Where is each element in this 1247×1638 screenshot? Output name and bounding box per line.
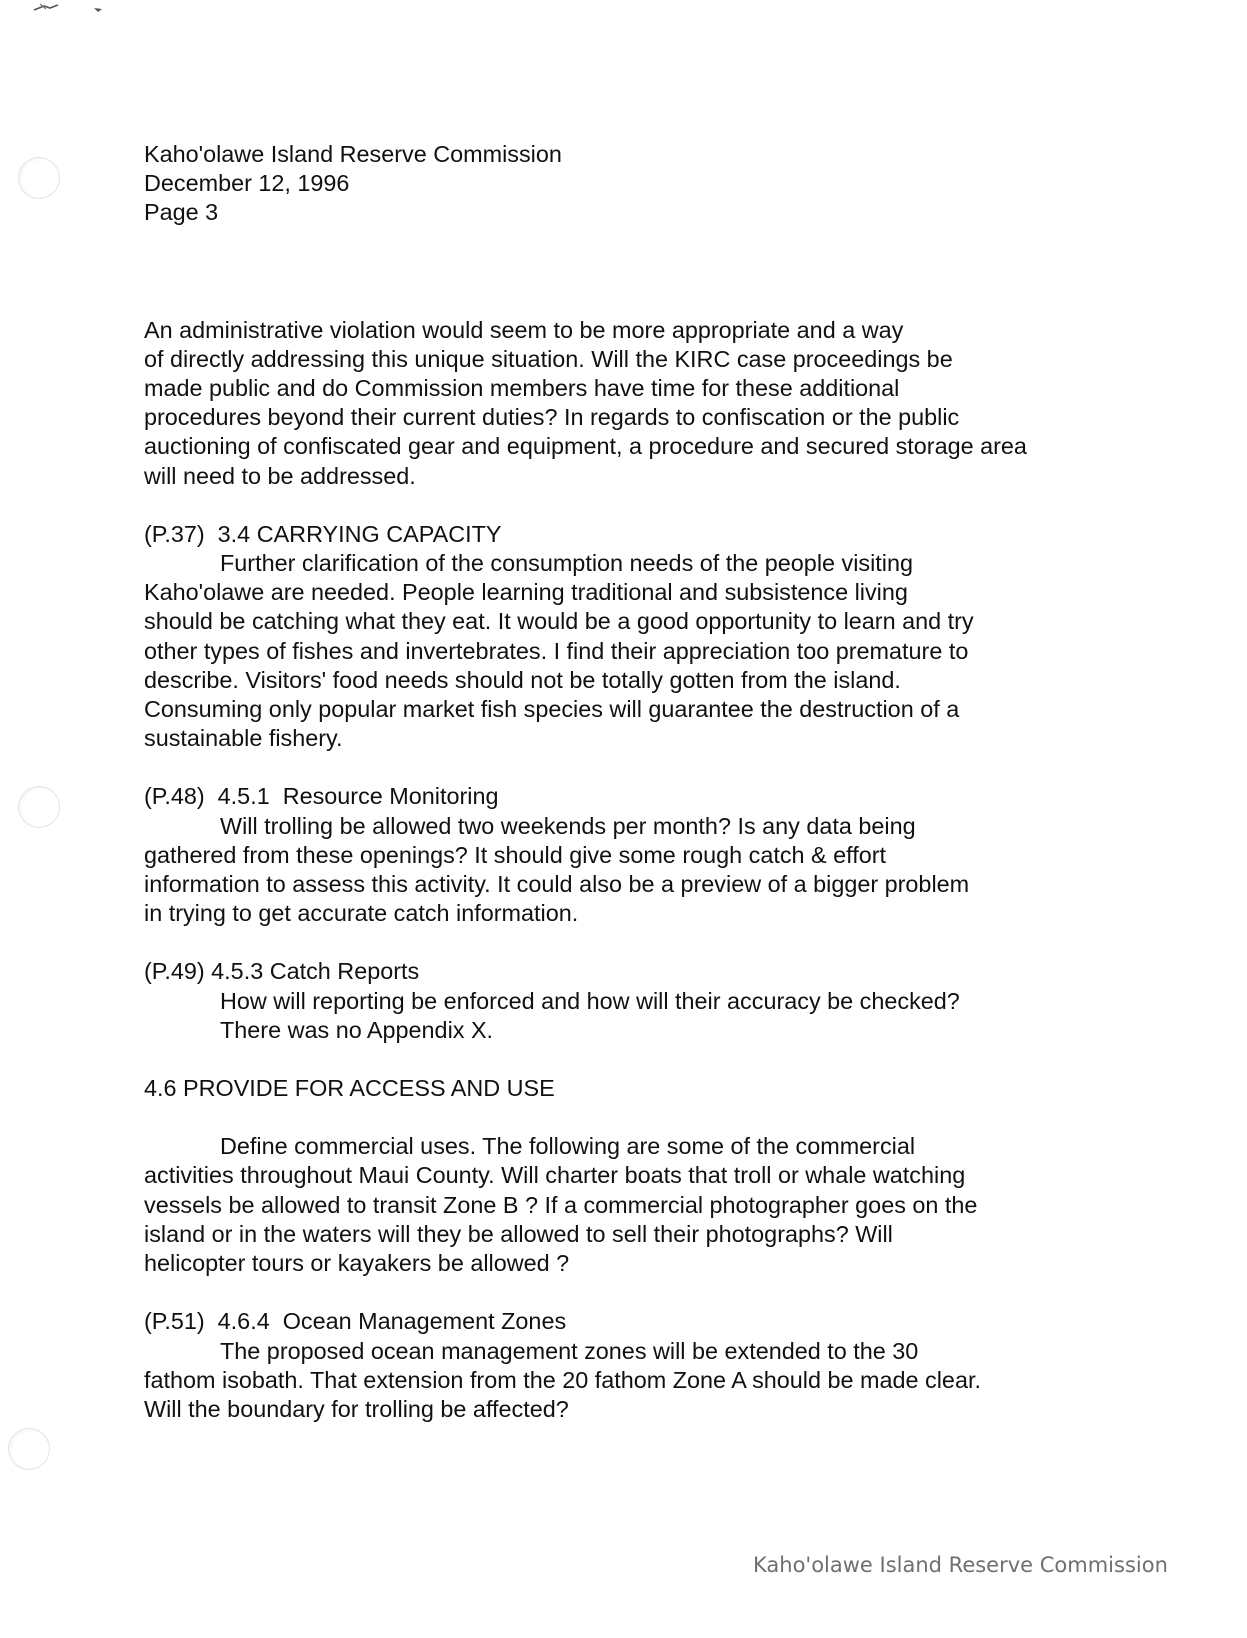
header-organization: Kaho'olawe Island Reserve Commission xyxy=(144,141,562,167)
header-page-number: Page 3 xyxy=(144,199,219,226)
access-and-use-paragraph: Define commercial uses. The following are some of the commercial activities throughout Maui County. Will charter boats that troll or whale watching vessels be allowed to transit Zone B ? If a commercial photographer goes on the island or in the waters will they be allowed to sell their photographs? Will helicopter tours or kayakers be allowed ? xyxy=(144,1133,978,1277)
catch-reports-heading: (P.49) 4.5.3 Catch Reports xyxy=(144,958,420,985)
ocean-zones-paragraph: The proposed ocean management zones will be extended to the 30 fathom isobath. That extension from the 20 fathom Zone A should be made clear. Will the boundary for trolling be affected? xyxy=(144,1337,981,1422)
footer-watermark: Kaho'olawe Island Reserve Commission xyxy=(753,1553,1168,1577)
resource-monitoring-heading: (P.48) 4.5.1 Resource Monitoring xyxy=(144,783,499,810)
header-date: December 12, 1996 xyxy=(144,170,350,197)
letter-header xyxy=(144,140,1144,228)
catch-reports-paragraph: How will reporting be enforced and how will their accuracy be checked? There was no Appendix X. xyxy=(220,987,960,1043)
binder-hole-bottom xyxy=(8,1428,50,1470)
scan-artifact xyxy=(28,0,118,14)
carrying-capacity-paragraph: Further clarification of the consumption needs of the people visiting Kaho'olawe are needed. People learning traditional and subsistence living should be catching what they eat. It would be a good opportunity to learn and try other types of fishes and invertebrates. I find their appreciation too premature to describe. Visitors' food needs should not be totally gotten from the island. Consuming only popular market fish species will guarantee the destruction of a sustainable fishery. xyxy=(144,550,974,752)
intro-paragraph: An administrative violation would seem to be more appropriate and a way of directly addressing this unique situation. Will the KIRC case proceedings be made public and do Commission members have time for these additional procedures beyond their current duties? In regards to confiscation or the public auctioning of confiscated gear and equipment, a procedure and secured storage area will need to be addressed. xyxy=(144,316,1027,489)
ocean-zones-heading: (P.51) 4.6.4 Ocean Management Zones xyxy=(144,1308,567,1335)
letter-body xyxy=(144,140,1144,1424)
carrying-capacity-heading: (P.37) 3.4 CARRYING CAPACITY xyxy=(144,520,502,547)
resource-monitoring-paragraph: Will trolling be allowed two weekends per month? Is any data being gathered from these openings? It should give some rough catch & effort information to assess this activity. It could also be a preview of a bigger problem in trying to get accurate catch information. xyxy=(144,812,970,927)
access-and-use-heading: 4.6 PROVIDE FOR ACCESS AND USE xyxy=(144,1075,555,1102)
binder-hole-top xyxy=(18,157,60,199)
binder-hole-middle xyxy=(18,786,60,828)
